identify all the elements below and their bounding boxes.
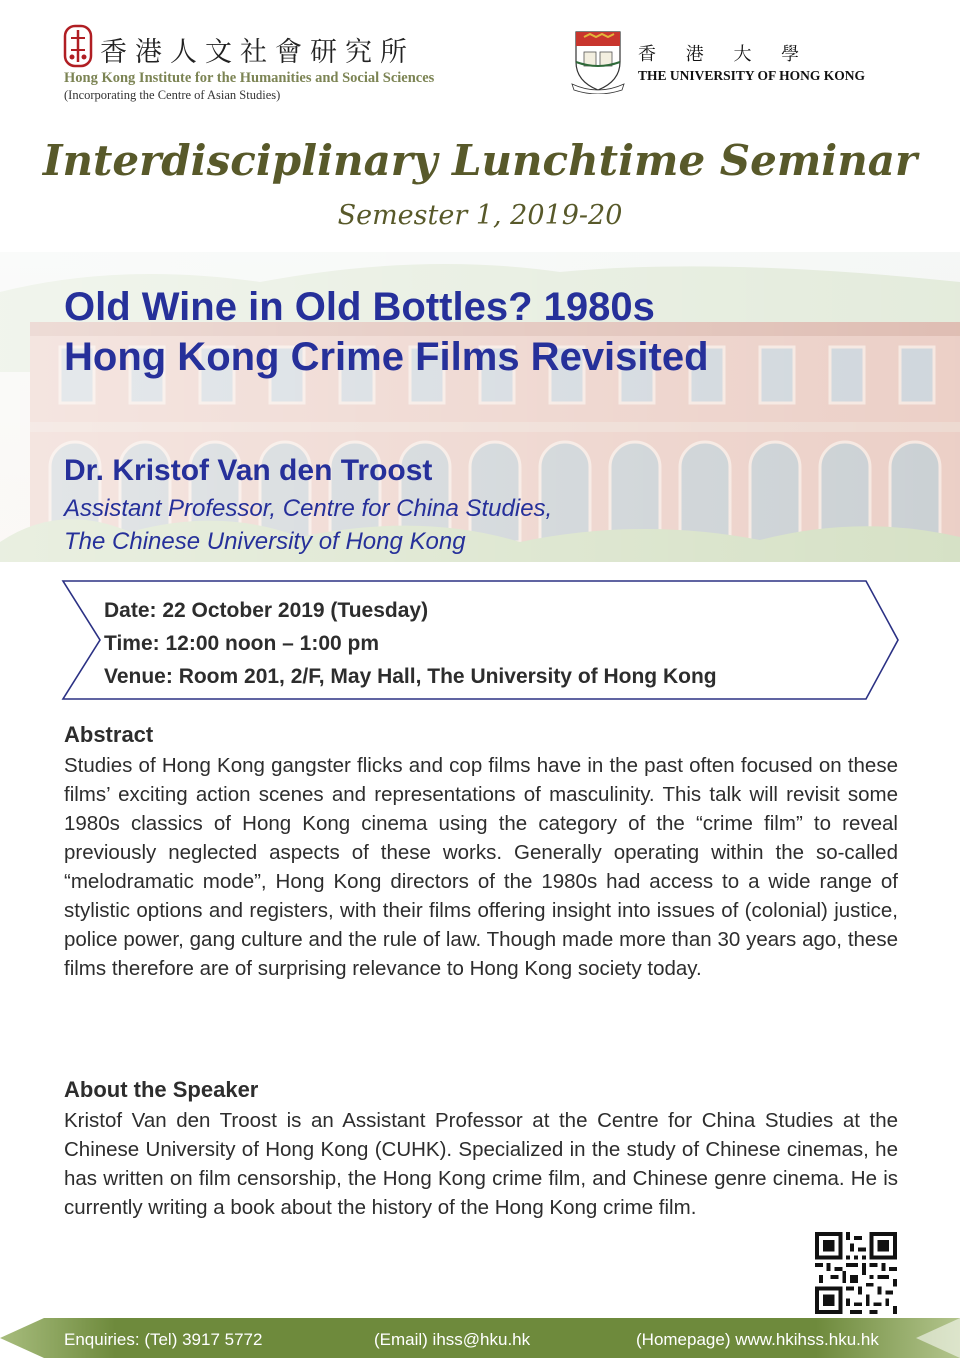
event-venue: Venue: Room 201, 2/F, May Hall, The University of Hong Kong [104,665,717,688]
speaker-name: Dr. Kristof Van den Troost [64,454,433,487]
speaker-affiliation [64,492,552,558]
talk-title-line-1: Old Wine in Old Bottles? 1980s [64,285,655,329]
event-date: Date: 22 October 2019 (Tuesday) [104,599,429,622]
seminar-series-title: Interdisciplinary Lunchtime Seminar [42,136,918,185]
footer-email-link[interactable]: (Email) ihss@hku.hk [374,1330,531,1349]
semester-label: Semester 1, 2019-20 [337,200,623,231]
footer-telephone: Enquiries: (Tel) 3917 5772 [64,1330,263,1349]
institute-subtitle: (Incorporating the Centre of Asian Studies) [64,88,281,102]
hkihss-seal-icon [62,24,94,68]
qr-code-icon[interactable] [815,1232,897,1314]
talk-title-line-2: Hong Kong Crime Films Revisited [64,335,709,379]
event-info [104,594,717,693]
abstract-heading: Abstract [64,722,154,747]
speaker-affiliation-line-2: The Chinese University of Hong Kong [64,528,466,555]
university-chinese-name: 香 港 大 學 [638,44,812,65]
event-time: Time: 12:00 noon – 1:00 pm [104,632,380,655]
about-speaker-heading: About the Speaker [64,1077,259,1102]
about-speaker-text: Kristof Van den Troost is an Assistant Professor at the Centre for China Studies at the Chinese University of Hong Kong (CUHK). Specialized in the study of Chinese cinemas, he has written on film censorship, the Hong Kong crime film, and Chinese genre cinema. He is currently writing a book about the history of the Hong Kong crime film. [64,1109,898,1219]
footer-homepage-link[interactable]: (Homepage) www.hkihss.hku.hk [636,1330,879,1349]
institute-english-name: Hong Kong Institute for the Humanities and Social Sciences [64,70,435,86]
abstract-text: Studies of Hong Kong gangster flicks and cop films have in the past often focused on these films’ exciting action scenes and representations of masculinity. This talk will revisit some 1980s classics of Hong Kong cinema using the category of the “crime film” to reveal previously neglected aspects of these works. Generally operating within the so-called “melodramatic mode”, Hong Kong directors of the 1980s had access to a wide range of stylistic options and registers, with their films offering insight into issues of (colonial) justice, police power, gang culture and the rule of law. Though made more than 30 years ago, these films therefore are of surprising relevance to Hong Kong society today. [64,754,898,980]
hku-crest-icon [570,28,626,94]
university-english-name: THE UNIVERSITY OF HONG KONG [638,68,866,83]
institute-chinese-name: 香港人文社會研究所 [100,37,415,68]
speaker-affiliation-line-1: Assistant Professor, Centre for China Studies, [64,495,553,522]
talk-title [64,282,709,382]
